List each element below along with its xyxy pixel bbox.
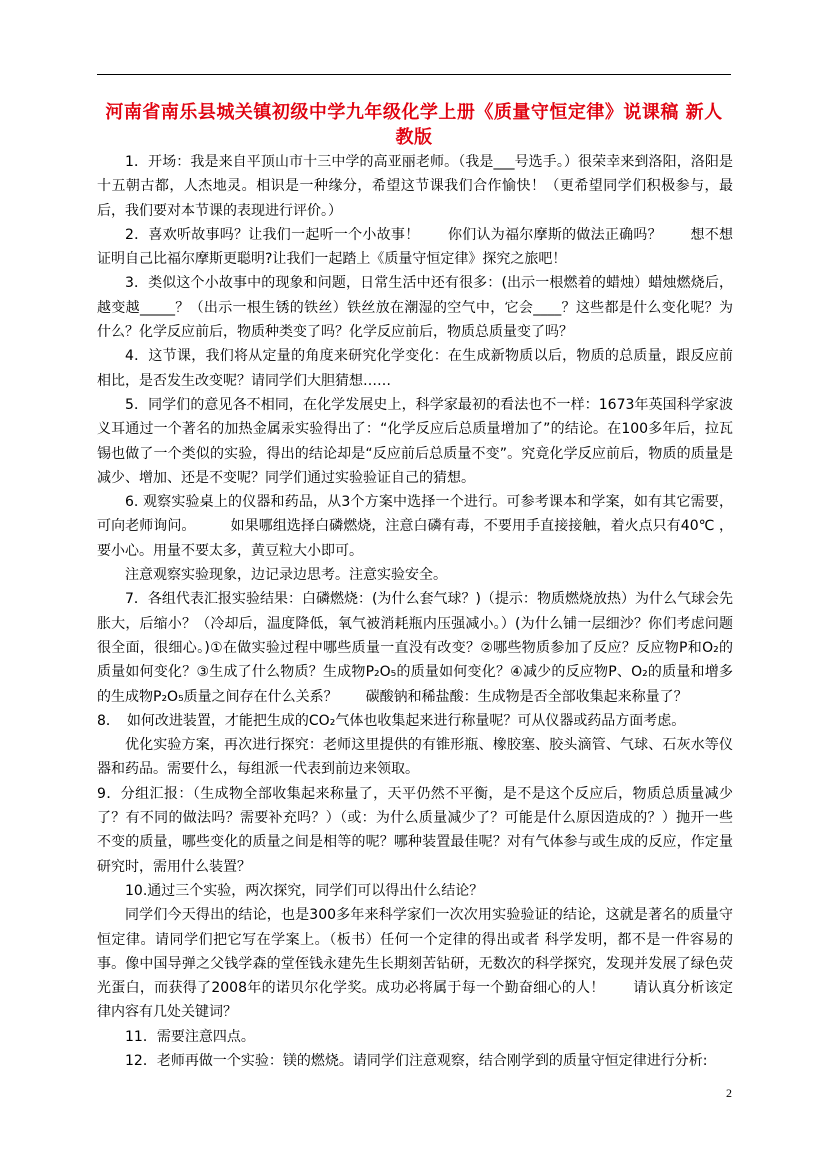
paragraph-11: 11．需要注意四点。 [125, 1028, 255, 1045]
paragraph-3: 3．类似这个小故事中的现象和问题，日常生活中还有很多：(出示一根燃着的蜡烛）蜡烛燃烧后，越变越_____？（出示一根生锈的铁丝）铁丝放在潮湿的空气中，它会____？这些都是什么变化呢？为什么？化学反应前后，物质种类变了吗？化学反应前后，物质总质量变了吗？ [97, 275, 733, 341]
paragraph-8-followup: 优化实验方案，再次进行探究：老师这里提供的有锥形瓶、橡胶塞、胶头滴管、气球、石灰水等仪器和药品。需要什么，每组派一代表到前边来领取。 [97, 737, 733, 778]
paragraph-10: 10.通过三个实验，两次探究，同学们可以得出什么结论？ [125, 882, 484, 899]
paragraph-5: 5．同学们的意见各不相同，在化学发展史上，科学家最初的看法也不一样：1673年英国科学家波义耳通过一个著名的加热金属汞实验得出了：“化学反应后总质量增加了”的结论。在100多年后，拉瓦锡也做了一个类似的实验，得出的结论却是“反应前后总质量不变”。究竟化学反应前后，物质的质量是减少、增加、还是不变呢？同学们通过实验验证自己的猜想。 [97, 396, 733, 486]
paragraph-6: 6. 观察实验桌上的仪器和药品，从3个方案中选择一个进行。可参考课本和学案，如有其它需要，可向老师询问。 如果哪组选择白磷燃烧，注意白磷有毒，不要用手直接接触，着火点只有40℃ ，要小心。用量不要太多，黄豆粒大小即可。 [97, 494, 733, 559]
paragraph-9: 9．分组汇报：（生成物全部收集起来称量了，天平仍然不平衡，是不是这个反应后，物质总质量减少了？有不同的做法吗？需要补充吗？）（或：为什么质量减少了？可能是什么原因造成的？）抛开一些不变的质量，哪些变化的质量之间是相等的呢？哪种装置最佳呢？对有气体参与或生成的反应，作定量研究时，需用什么装置？ [97, 785, 733, 875]
header-rule [97, 74, 731, 75]
paragraph-12: 12．老师再做一个实验：镁的燃烧。请同学们注意观察，结合刚学到的质量守恒定律进行分析: [125, 1052, 708, 1069]
page-number: 2 [726, 1086, 732, 1100]
document-title: 河南省南乐县城关镇初级中学九年级化学上册《质量守恒定律》说课稿 新人教版 [105, 102, 723, 148]
paragraph-8: 8． 如何改进装置，才能把生成的CO₂气体也收集起来进行称量呢？可从仪器或药品方面考虑。 [97, 712, 686, 729]
paragraph-4: 4．这节课，我们将从定量的角度来研究化学变化：在生成新物质以后，物质的总质量，跟反应前相比，是否发生改变呢？请同学们大胆猜想…… [97, 348, 733, 389]
paragraph-2: 2．喜欢听故事吗？让我们一起听一个小故事！ 你们认为福尔摩斯的做法正确吗？ 想不想证明自己比福尔摩斯更聪明?让我们一起踏上《质量守恒定律》探究之旅吧！ [97, 226, 733, 268]
document-body [97, 150, 733, 1073]
paragraph-1: 1．开场：我是来自平顶山市十三中学的高亚丽老师。（我是___号选手。）很荣幸来到洛阳，洛阳是十五朝古都，人杰地灵。相识是一种缘分，希望这节课我们合作愉快！（更希望同学们积极参与，最后，我们要对本节课的表现进行评价。） [97, 154, 733, 219]
paragraph-6-note: 注意观察实验现象，边记录边思考。注意实验安全。 [125, 567, 447, 584]
paragraph-7: 7．各组代表汇报实验结果：白磷燃烧：(为什么套气球？)（提示：物质燃烧放热）为什么气球会先胀大，后缩小？（冷却后，温度降低，氧气被消耗瓶内压强减小。）(为什么铺一层细沙？你们考虑问题很全面，很细心。)①在做实验过程中哪些质量一直没有改变？②哪些物质参加了反应？反应物P和O₂的质量如何变化？③生成了什么物质？生成物P₂O₅的质量如何变化？④减少的反应物P、O₂的质量和增多的生成物P₂O₅质量之间存在什么关系？ 碳酸钠和稀盐酸：生成物是否全部收集起来称量了？ [97, 591, 733, 705]
paragraph-10-conclusion: 同学们今天得出的结论，也是300多年来科学家们一次次用实验验证的结论，这就是著名的质量守恒定律。请同学们把它写在学案上。（板书）任何一个定律的得出或者 科学发明，都不是一件容易的事。像中国导弹之父钱学森的堂侄钱永建先生长期刻苦钻研，无数次的科学探究，发现并发展了绿色荧光蛋白，而获得了2008年的诺贝尔化学奖。成功必将属于每一个勤奋细心的人！ 请认真分析该定律内容有几处关键词？ [97, 907, 733, 1021]
